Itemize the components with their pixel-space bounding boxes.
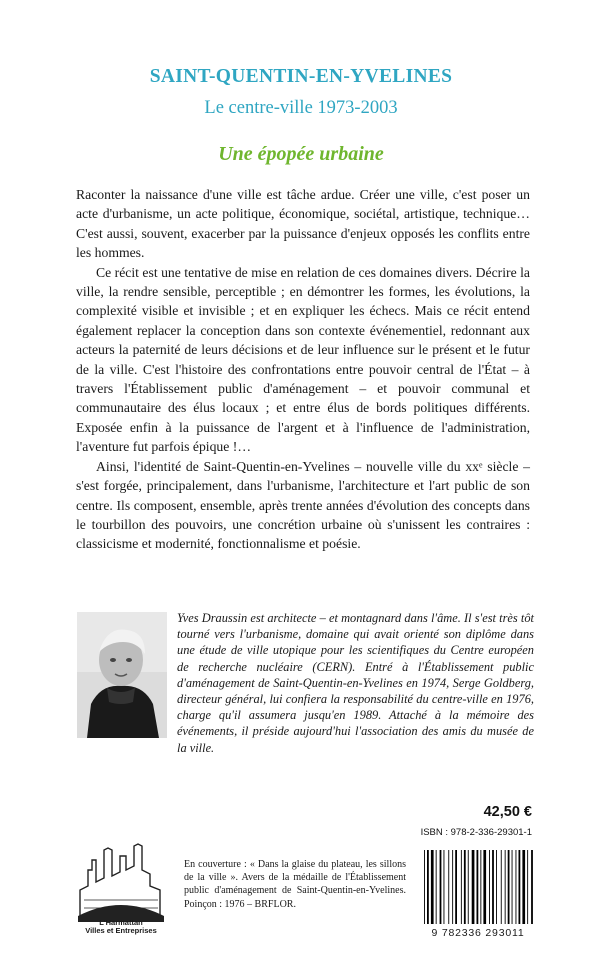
author-portrait-image: [77, 612, 167, 738]
publisher-series: Villes et Entreprises: [85, 926, 157, 935]
book-tagline: Une épopée urbaine: [218, 143, 384, 165]
author-bio: Yves Draussin est architecte – et montagnard dans l'âme. Il s'est très tôt tourné vers l'urbanisme, domaine qui avait orienté son diplôme dans une étude de ville utopique pour les scientifiques du Centre européen de recherche nucléaire (CERN). Entré à l'Établissement public d'aménagement de Saint-Quentin-en-Yvelines en 1974, Serge Goldberg, directeur général, lui confiera la responsabilité du centre-ville en 1976, charge qu'il assumera jusqu'en 1989. Attaché à la mémoire des événements, il préside aujourd'hui l'association des amis du musée de la ville.: [177, 611, 534, 755]
publisher-logo-icon: [74, 830, 168, 928]
isbn-barcode-icon: [420, 848, 536, 928]
author-photo: [77, 612, 167, 738]
back-cover-blurb: [76, 185, 530, 554]
cover-credit-note: En couverture : « Dans la glaise du plateau, les sillons de la ville ». Avers de la médaille de l'Établissement public d'aménagement de Saint-Quentin-en-Yvelines. Poinçon : 1976 – BRFLOR.: [184, 859, 406, 910]
blurb-paragraph-3: Ainsi, l'identité de Saint-Quentin-en-Yvelines – nouvelle ville du xxᵉ siècle – s'est forgée, principalement, dans l'urbanisme, l'architecture et l'art public de son centre. Ils composent, ensemble, après trente années d'évolution des concepts dans le tourbillon des pouvoirs, une concrétion urbaine où s'unissent les contraires : classicisme et modernité, fonctionnalisme et poésie.: [76, 458, 530, 552]
book-title: SAINT-QUENTIN-EN-YVELINES: [149, 66, 453, 87]
price-label: 42,50 €: [483, 804, 532, 820]
book-subtitle: Le centre-ville 1973-2003: [204, 98, 398, 118]
publisher-series-label: [74, 919, 168, 935]
publisher-name: L'Harmattan: [99, 918, 143, 927]
blurb-paragraph-1: Raconter la naissance d'une ville est tâche ardue. Créer une ville, c'est poser un acte d'urbanisme, un acte politique, économique, sociétal, artistique, technique… C'est aussi, souvent, exacerber par la puissance d'enjeux opposés les conflits entre les hommes.: [76, 187, 530, 261]
isbn-label: ISBN : 978-2-336-29301-1: [420, 827, 532, 838]
blurb-paragraph-2: Ce récit est une tentative de mise en relation de ces domaines divers. Décrire la ville, la rendre sensible, perceptible ; en démontrer les formes, les évolutions, la complexité visible et invisible ; et en expliquer les échecs. Mais ce récit entend également replacer la conception dans son contexte événementiel, redonnant aux acteurs la paternité de leurs décisions et de leur influence sur le présent et le futur de la ville. C'est l'histoire des confrontations entre pouvoir central de l'État – à travers l'Établissement public d'aménagement – et pouvoir communal et communautaire des élus locaux ; et entre élus de bords politiques différents. Exposée enfin à la puissance de l'argent et à l'influence de l'administration, l'aventure fut parfois épique !…: [76, 264, 530, 455]
barcode-number: 9 782336 293011: [431, 927, 525, 939]
